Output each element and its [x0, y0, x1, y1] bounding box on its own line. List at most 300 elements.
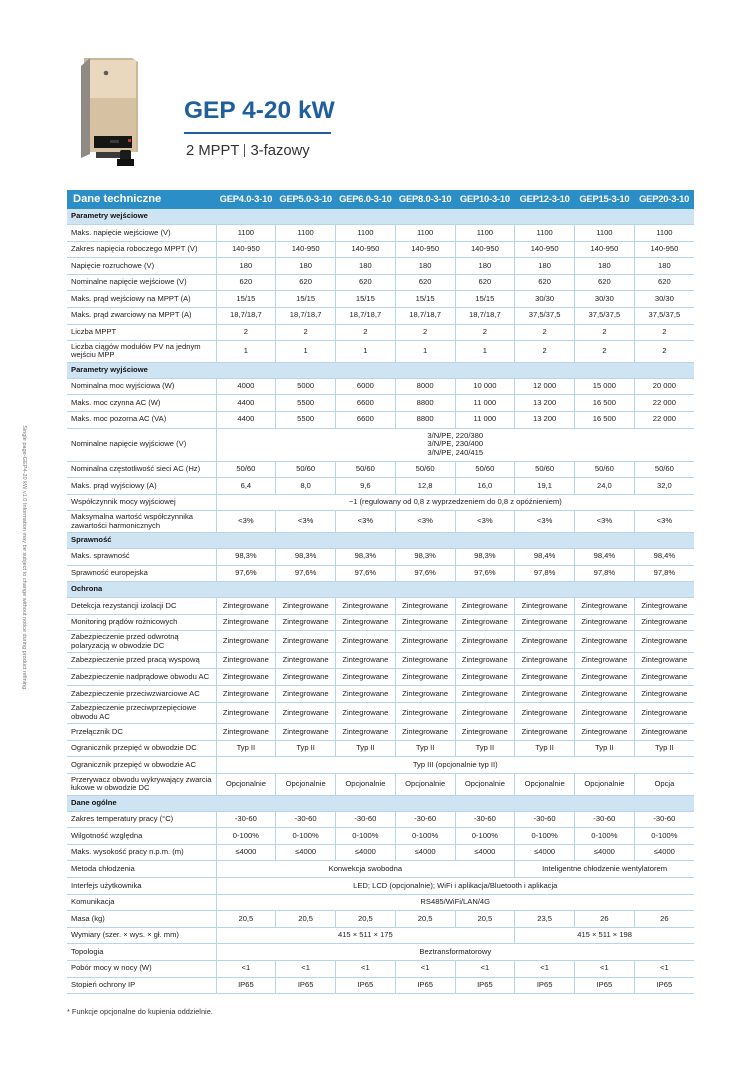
table-cell: 0-100% — [395, 828, 455, 845]
table-row — [67, 461, 694, 478]
table-cell: Opcjonalnie — [276, 774, 336, 796]
table-row — [67, 861, 694, 878]
table-cell: Zintegrowane — [276, 631, 336, 653]
table-cell: Zintegrowane — [455, 631, 515, 653]
table-row — [67, 686, 694, 703]
table-cell: Zintegrowane — [276, 702, 336, 724]
table-cell: IP65 — [216, 977, 276, 994]
row-label: Zabezpieczenie nadprądowe obwodu AC — [67, 669, 216, 686]
inverter-product-image — [76, 54, 166, 172]
table-cell: 140-950 — [515, 241, 575, 258]
table-row — [67, 960, 694, 977]
table-cell: Typ II — [634, 740, 694, 757]
table-cell: Zintegrowane — [276, 724, 336, 741]
table-cell: 140-950 — [634, 241, 694, 258]
table-cell: Zintegrowane — [634, 614, 694, 631]
table-cell: Typ II — [216, 740, 276, 757]
table-cell: 2 — [634, 324, 694, 341]
row-label: Współczynnik mocy wyjściowej — [67, 494, 216, 511]
table-cell: 0-100% — [276, 828, 336, 845]
table-cell: ≤4000 — [216, 844, 276, 861]
table-cell: 97,6% — [216, 565, 276, 582]
table-cell: Zintegrowane — [455, 724, 515, 741]
table-cell: 98,3% — [395, 548, 455, 565]
table-cell: 26 — [634, 911, 694, 928]
table-cell: Zintegrowane — [395, 614, 455, 631]
table-cell: Zintegrowane — [515, 598, 575, 615]
table-cell: 1100 — [395, 225, 455, 242]
table-cell: 140-950 — [336, 241, 396, 258]
row-label: Sprawność europejska — [67, 565, 216, 582]
table-cell: Zintegrowane — [575, 686, 635, 703]
table-cell: Opcjonalnie — [216, 774, 276, 796]
table-cell: 15 000 — [575, 378, 635, 395]
table-cell: 4400 — [216, 395, 276, 412]
table-row — [67, 494, 694, 511]
table-row — [67, 324, 694, 341]
section-title: Ochrona — [67, 582, 694, 598]
table-cell: <1 — [276, 960, 336, 977]
model-header: GEP10-3-10 — [455, 190, 515, 209]
table-cell: 12 000 — [515, 378, 575, 395]
table-row — [67, 774, 694, 796]
table-cell: <3% — [395, 511, 455, 533]
table-cell: Zintegrowane — [634, 598, 694, 615]
table-cell: 20,5 — [216, 911, 276, 928]
table-row — [67, 977, 694, 994]
model-header: GEP6.0-3-10 — [336, 190, 396, 209]
table-cell: <3% — [634, 511, 694, 533]
table-cell: 13 200 — [515, 411, 575, 428]
table-cell: 15/15 — [276, 291, 336, 308]
merged-cell: ~1 (regulowany od 0,8 z wyprzedzeniem do 0,8 z opóźnieniem) — [216, 494, 694, 511]
table-row — [67, 395, 694, 412]
table-cell: IP65 — [634, 977, 694, 994]
table-cell: 1 — [336, 341, 396, 363]
section-header-row — [67, 532, 694, 548]
table-cell: Zintegrowane — [216, 669, 276, 686]
table-row — [67, 669, 694, 686]
table-cell: Zintegrowane — [515, 652, 575, 669]
table-cell: IP65 — [336, 977, 396, 994]
table-row — [67, 511, 694, 533]
table-header-label: Dane techniczne — [67, 190, 216, 209]
row-label: Stopień ochrony IP — [67, 977, 216, 994]
table-cell: Opcjonalnie — [395, 774, 455, 796]
table-row — [67, 341, 694, 363]
table-cell: Zintegrowane — [575, 631, 635, 653]
row-label: Nominalna częstotliwość sieci AC (Hz) — [67, 461, 216, 478]
table-cell: 10 000 — [455, 378, 515, 395]
table-cell: 1 — [216, 341, 276, 363]
table-cell: <3% — [515, 511, 575, 533]
table-cell: <1 — [336, 960, 396, 977]
table-cell: 6600 — [336, 411, 396, 428]
model-header: GEP4.0-3-10 — [216, 190, 276, 209]
table-row — [67, 307, 694, 324]
table-row — [67, 894, 694, 911]
table-cell: Zintegrowane — [336, 724, 396, 741]
table-cell: 140-950 — [216, 241, 276, 258]
table-row — [67, 378, 694, 395]
merged-cell: RS485/WiFi/LAN/4G — [216, 894, 694, 911]
table-cell: Zintegrowane — [395, 669, 455, 686]
merged-cell: Konwekcja swobodna — [216, 861, 515, 878]
table-cell: 2 — [575, 324, 635, 341]
table-cell: Zintegrowane — [455, 702, 515, 724]
table-cell: -30-60 — [216, 811, 276, 828]
side-note: Single page-GEP4-20 kW v1.0 Information may be subject to change without notice during product refining. — [21, 425, 27, 691]
section-title: Parametry wyjściowe — [67, 362, 694, 378]
row-label: Liczba MPPT — [67, 324, 216, 341]
row-label: Liczba ciągów modułów PV na jednym wejściu MPP — [67, 341, 216, 363]
table-cell: 180 — [336, 258, 396, 275]
table-cell: 1 — [395, 341, 455, 363]
table-cell: Zintegrowane — [634, 631, 694, 653]
table-cell: Zintegrowane — [515, 669, 575, 686]
table-cell: <1 — [455, 960, 515, 977]
table-cell: 50/60 — [395, 461, 455, 478]
table-cell: Zintegrowane — [455, 614, 515, 631]
footnote: * Funkcje opcjonalne do kupienia oddzielnie. — [67, 1007, 213, 1016]
table-cell: 97,8% — [575, 565, 635, 582]
table-cell: 2 — [336, 324, 396, 341]
table-row — [67, 652, 694, 669]
table-cell: 140-950 — [575, 241, 635, 258]
table-cell: 50/60 — [634, 461, 694, 478]
table-cell: 0-100% — [336, 828, 396, 845]
table-cell: 8800 — [395, 411, 455, 428]
table-cell: IP65 — [395, 977, 455, 994]
table-cell: <1 — [634, 960, 694, 977]
table-cell: <3% — [336, 511, 396, 533]
table-cell: 98,4% — [515, 548, 575, 565]
table-row — [67, 878, 694, 895]
row-label: Maks. prąd zwarciowy na MPPT (A) — [67, 307, 216, 324]
table-cell: Zintegrowane — [634, 669, 694, 686]
table-cell: Zintegrowane — [455, 598, 515, 615]
table-cell: Zintegrowane — [336, 631, 396, 653]
table-cell: Zintegrowane — [276, 686, 336, 703]
table-cell: ≤4000 — [336, 844, 396, 861]
merged-cell: Typ III (opcjonalnie typ II) — [216, 757, 694, 774]
table-cell: 620 — [575, 274, 635, 291]
table-cell: 620 — [395, 274, 455, 291]
table-cell: Zintegrowane — [634, 686, 694, 703]
table-cell: Zintegrowane — [276, 669, 336, 686]
table-cell: <3% — [276, 511, 336, 533]
table-cell: Opcja — [634, 774, 694, 796]
table-cell: 1100 — [455, 225, 515, 242]
table-cell: 620 — [515, 274, 575, 291]
table-cell: Zintegrowane — [515, 614, 575, 631]
table-cell: -30-60 — [276, 811, 336, 828]
table-cell: 97,6% — [276, 565, 336, 582]
table-cell: 1 — [276, 341, 336, 363]
row-label: Detekcja rezystancji izolacji DC — [67, 598, 216, 615]
table-cell: 1100 — [276, 225, 336, 242]
table-cell: Zintegrowane — [336, 614, 396, 631]
table-row — [67, 844, 694, 861]
table-cell: 24,0 — [575, 478, 635, 495]
row-label: Maks. prąd wejściowy na MPPT (A) — [67, 291, 216, 308]
row-label: Zabezpieczenie przed pracą wyspową — [67, 652, 216, 669]
row-label: Wilgotność względna — [67, 828, 216, 845]
table-cell: 98,3% — [216, 548, 276, 565]
row-label: Zakres napięcia roboczego MPPT (V) — [67, 241, 216, 258]
table-cell: Zintegrowane — [634, 702, 694, 724]
table-cell: 98,4% — [634, 548, 694, 565]
table-cell: 98,3% — [276, 548, 336, 565]
row-label: Wymiary (szer. × wys. × gł. mm) — [67, 927, 216, 944]
table-cell: <1 — [395, 960, 455, 977]
table-cell: 140-950 — [395, 241, 455, 258]
row-label: Przerywacz obwodu wykrywający zwarcia łukowe w obwodzie DC — [67, 774, 216, 796]
table-cell: 20,5 — [336, 911, 396, 928]
section-title: Sprawność — [67, 532, 694, 548]
table-row — [67, 274, 694, 291]
model-header: GEP20-3-10 — [634, 190, 694, 209]
table-cell: 140-950 — [455, 241, 515, 258]
row-label: Zabezpieczenie przed odwrotną polaryzacją w obwodzie DC — [67, 631, 216, 653]
table-cell: Zintegrowane — [575, 652, 635, 669]
section-header-row — [67, 582, 694, 598]
table-cell: Zintegrowane — [336, 669, 396, 686]
merged-cell: Inteligentne chłodzenie wentylatorem — [515, 861, 694, 878]
table-cell: 2 — [575, 341, 635, 363]
table-cell: 2 — [276, 324, 336, 341]
table-cell: 6000 — [336, 378, 396, 395]
table-cell: Zintegrowane — [515, 702, 575, 724]
table-cell: 37,5/37,5 — [515, 307, 575, 324]
table-cell: 15/15 — [336, 291, 396, 308]
table-cell: <1 — [515, 960, 575, 977]
table-cell: 97,6% — [455, 565, 515, 582]
table-cell: <1 — [575, 960, 635, 977]
table-cell: ≤4000 — [515, 844, 575, 861]
table-cell: 30/30 — [575, 291, 635, 308]
table-cell: 22 000 — [634, 411, 694, 428]
row-label: Nominalna moc wyjściowa (W) — [67, 378, 216, 395]
row-label: Interfejs użytkownika — [67, 878, 216, 895]
table-cell: 180 — [276, 258, 336, 275]
table-cell: 620 — [276, 274, 336, 291]
table-row — [67, 258, 694, 275]
row-label: Maksymalna wartość współczynnika zawartości harmonicznych — [67, 511, 216, 533]
table-cell: Zintegrowane — [575, 724, 635, 741]
table-cell: 20,5 — [455, 911, 515, 928]
table-row — [67, 828, 694, 845]
table-cell: Zintegrowane — [276, 652, 336, 669]
merged-cell: 415 × 511 × 175 — [216, 927, 515, 944]
table-cell: Zintegrowane — [575, 702, 635, 724]
table-cell: Zintegrowane — [216, 631, 276, 653]
table-cell: IP65 — [276, 977, 336, 994]
table-cell: -30-60 — [634, 811, 694, 828]
table-cell: 5500 — [276, 411, 336, 428]
table-cell: 2 — [216, 324, 276, 341]
table-cell: 18,7/18,7 — [216, 307, 276, 324]
table-cell: -30-60 — [455, 811, 515, 828]
row-label: Zakres temperatury pracy (°C) — [67, 811, 216, 828]
table-cell: Zintegrowane — [575, 669, 635, 686]
table-cell: 180 — [455, 258, 515, 275]
section-header-row — [67, 209, 694, 225]
table-cell: 140-950 — [276, 241, 336, 258]
table-cell: -30-60 — [575, 811, 635, 828]
table-header-row — [67, 190, 694, 209]
table-cell: Opcjonalnie — [515, 774, 575, 796]
table-row — [67, 428, 694, 461]
model-header: GEP15-3-10 — [575, 190, 635, 209]
section-title: Dane ogólne — [67, 795, 694, 811]
table-row — [67, 411, 694, 428]
row-label: Komunikacja — [67, 894, 216, 911]
model-header: GEP8.0-3-10 — [395, 190, 455, 209]
table-cell: 11 000 — [455, 395, 515, 412]
table-cell: Typ II — [395, 740, 455, 757]
subtitle-separator — [244, 144, 245, 157]
page-subtitle — [186, 143, 310, 159]
table-row — [67, 811, 694, 828]
table-cell: 37,5/37,5 — [634, 307, 694, 324]
table-cell: 30/30 — [634, 291, 694, 308]
table-cell: 98,3% — [455, 548, 515, 565]
title-underline — [184, 132, 331, 134]
table-cell: Zintegrowane — [395, 724, 455, 741]
table-cell: 2 — [515, 341, 575, 363]
table-cell: 20 000 — [634, 378, 694, 395]
table-cell: 15/15 — [395, 291, 455, 308]
table-cell: 50/60 — [515, 461, 575, 478]
table-cell: 180 — [634, 258, 694, 275]
row-label: Metoda chłodzenia — [67, 861, 216, 878]
table-cell: Zintegrowane — [455, 652, 515, 669]
table-cell: 1100 — [336, 225, 396, 242]
section-title: Parametry wejściowe — [67, 209, 694, 225]
table-cell: Zintegrowane — [216, 702, 276, 724]
table-cell: 20,5 — [395, 911, 455, 928]
page-title: GEP 4-20 kW — [184, 97, 335, 124]
table-cell: 97,8% — [515, 565, 575, 582]
table-cell: Zintegrowane — [455, 686, 515, 703]
section-header-row — [67, 795, 694, 811]
table-cell: ≤4000 — [575, 844, 635, 861]
table-cell: 16,0 — [455, 478, 515, 495]
model-header: GEP12-3-10 — [515, 190, 575, 209]
row-label: Ogranicznik przepięć w obwodzie DC — [67, 740, 216, 757]
table-cell: <3% — [455, 511, 515, 533]
table-cell: Zintegrowane — [395, 631, 455, 653]
merged-cell: 3/N/PE, 220/380 3/N/PE, 230/400 3/N/PE, 240/415 — [216, 428, 694, 461]
table-cell: 13 200 — [515, 395, 575, 412]
row-label: Nominalne napięcie wyjściowe (V) — [67, 428, 216, 461]
table-row — [67, 614, 694, 631]
table-cell: 30/30 — [515, 291, 575, 308]
table-cell: 18,7/18,7 — [336, 307, 396, 324]
table-body — [67, 209, 694, 994]
table-cell: Opcjonalnie — [455, 774, 515, 796]
table-row — [67, 225, 694, 242]
table-cell: 8800 — [395, 395, 455, 412]
table-cell: 5500 — [276, 395, 336, 412]
table-cell: ≤4000 — [634, 844, 694, 861]
table-cell: ≤4000 — [455, 844, 515, 861]
table-cell: 2 — [395, 324, 455, 341]
table-cell: Zintegrowane — [216, 614, 276, 631]
table-cell: 98,3% — [336, 548, 396, 565]
table-row — [67, 702, 694, 724]
table-cell: Zintegrowane — [515, 686, 575, 703]
table-cell: 0-100% — [575, 828, 635, 845]
table-cell: Zintegrowane — [634, 724, 694, 741]
table-cell: 12,8 — [395, 478, 455, 495]
table-cell: Zintegrowane — [276, 598, 336, 615]
section-header-row — [67, 362, 694, 378]
table-cell: Zintegrowane — [336, 598, 396, 615]
table-cell: 50/60 — [575, 461, 635, 478]
table-cell: Zintegrowane — [455, 669, 515, 686]
table-row — [67, 291, 694, 308]
row-label: Napięcie rozruchowe (V) — [67, 258, 216, 275]
table-cell: Opcjonalnie — [336, 774, 396, 796]
table-cell: 0-100% — [634, 828, 694, 845]
table-cell: 18,7/18,7 — [455, 307, 515, 324]
table-cell: 5000 — [276, 378, 336, 395]
table-cell: 620 — [216, 274, 276, 291]
table-cell: 1100 — [634, 225, 694, 242]
table-cell: Zintegrowane — [276, 614, 336, 631]
technical-data-table — [67, 190, 694, 994]
table-cell: 16 500 — [575, 411, 635, 428]
row-label: Maks. moc pozorna AC (VA) — [67, 411, 216, 428]
table-cell: 6600 — [336, 395, 396, 412]
table-cell: 11 000 — [455, 411, 515, 428]
table-cell: IP65 — [455, 977, 515, 994]
table-cell: 32,0 — [634, 478, 694, 495]
table-cell: IP65 — [515, 977, 575, 994]
row-label: Nominalne napięcie wejściowe (V) — [67, 274, 216, 291]
table-cell: 1 — [455, 341, 515, 363]
table-cell: 620 — [336, 274, 396, 291]
table-cell: 1100 — [515, 225, 575, 242]
table-row — [67, 548, 694, 565]
table-row — [67, 757, 694, 774]
table-cell: 50/60 — [216, 461, 276, 478]
merged-cell: Beztransformatorowy — [216, 944, 694, 961]
subtitle-mppt: 2 MPPT — [186, 143, 240, 159]
row-label: Przełącznik DC — [67, 724, 216, 741]
table-cell: 0-100% — [515, 828, 575, 845]
table-cell: 20,5 — [276, 911, 336, 928]
table-cell: ≤4000 — [395, 844, 455, 861]
row-label: Monitoring prądów rożnicowych — [67, 614, 216, 631]
row-label: Masa (kg) — [67, 911, 216, 928]
table-cell: 50/60 — [276, 461, 336, 478]
table-cell: 180 — [515, 258, 575, 275]
table-cell: 50/60 — [336, 461, 396, 478]
table-cell: 22 000 — [634, 395, 694, 412]
table-cell: Zintegrowane — [216, 652, 276, 669]
row-label: Maks. sprawność — [67, 548, 216, 565]
table-cell: 620 — [634, 274, 694, 291]
table-cell: 0-100% — [216, 828, 276, 845]
table-cell: Zintegrowane — [515, 724, 575, 741]
table-cell: 15/15 — [216, 291, 276, 308]
row-label: Pobór mocy w nocy (W) — [67, 960, 216, 977]
table-row — [67, 631, 694, 653]
table-cell: Zintegrowane — [336, 686, 396, 703]
